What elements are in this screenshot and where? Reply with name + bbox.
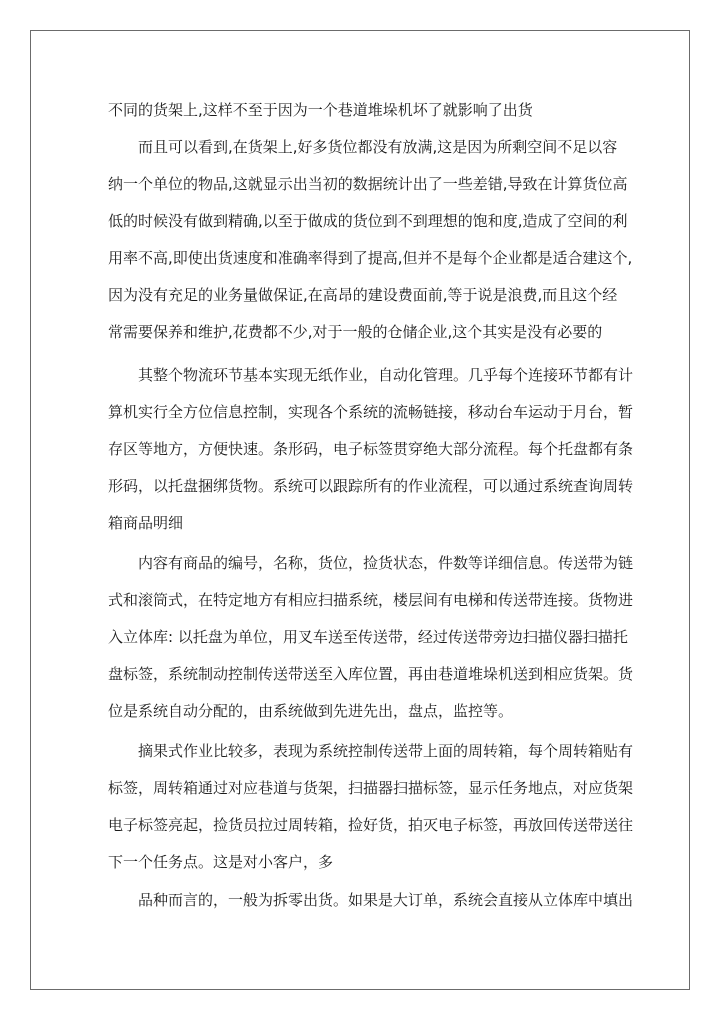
text-line: 电子标签亮起，捡货员拉过周转箱，捡好货，拍灭电子标签，再放回传送带送往 (108, 816, 634, 834)
text-line: 形码，以托盘捆绑货物。系统可以跟踪所有的作业流程，可以通过系统查询周转 (108, 477, 634, 495)
text-line: 低的时候没有做到精确,以至于做成的货位到不到理想的饱和度,造成了空间的利 (108, 212, 628, 230)
text-line: 下一个任务点。这是对小客户，多 (108, 853, 334, 871)
text-line: 式和滚筒式，在特定地方有相应扫描系统，楼层间有电梯和传送带连接。货物进 (108, 591, 634, 609)
text-line: 不同的货架上,这样不至于因为一个巷道堆垛机坏了就影响了出货 (108, 101, 533, 119)
paragraph-first-line: 摘果式作业比较多，表现为系统控制传送带上面的周转箱，每个周转箱贴有 (138, 742, 634, 760)
text-line: 用率不高,即使出货速度和准确率得到了提高,但并不是每个企业都是适合建这个, (108, 249, 633, 267)
paragraph-first-line: 品种而言的，一般为拆零出货。如果是大订单，系统会直接从立体库中填出 (138, 891, 634, 909)
text-line: 算机实行全方位信息控制，实现各个系统的流畅链接，移动台车运动于月台，暂 (108, 403, 634, 421)
paragraph-first-line: 内容有商品的编号，名称，货位，捡货状态，件数等详细信息。传送带为链 (138, 554, 634, 572)
text-line: 因为没有充足的业务量做保证,在高昂的建设费面前,等于说是浪费,而且这个经 (108, 286, 618, 304)
text-line: 常需要保养和维护,花费都不少,对于一般的仓储企业,这个其实是没有必要的 (108, 323, 603, 341)
text-line: 存区等地方，方便快速。条形码，电子标签贯穿绝大部分流程。每个托盘都有条 (108, 440, 634, 458)
text-line: 纳一个单位的物品,这就显示出当初的数据统计出了一些差错,导致在计算货位高 (108, 175, 628, 193)
text-line: 标签，周转箱通过对应巷道与货架，扫描器扫描标签，显示任务地点，对应货架 (108, 779, 634, 797)
paragraph-first-line: 而且可以看到,在货架上,好多货位都没有放满,这是因为所剩空间不足以容 (138, 138, 618, 156)
paragraph-first-line: 其整个物流环节基本实现无纸作业，自动化管理。几乎每个连接环节都有计 (138, 366, 634, 384)
text-line: 箱商品明细 (108, 514, 184, 532)
text-line: 入立体库: 以托盘为单位，用叉车送至传送带，经过传送带旁边扫描仪器扫描托 (108, 628, 628, 646)
text-line: 盘标签，系统制动控制传送带送至入库位置，再由巷道堆垛机送到相应货架。货 (108, 665, 634, 683)
text-line: 位是系统自动分配的，由系统做到先进先出，盘点，监控等。 (108, 702, 514, 720)
